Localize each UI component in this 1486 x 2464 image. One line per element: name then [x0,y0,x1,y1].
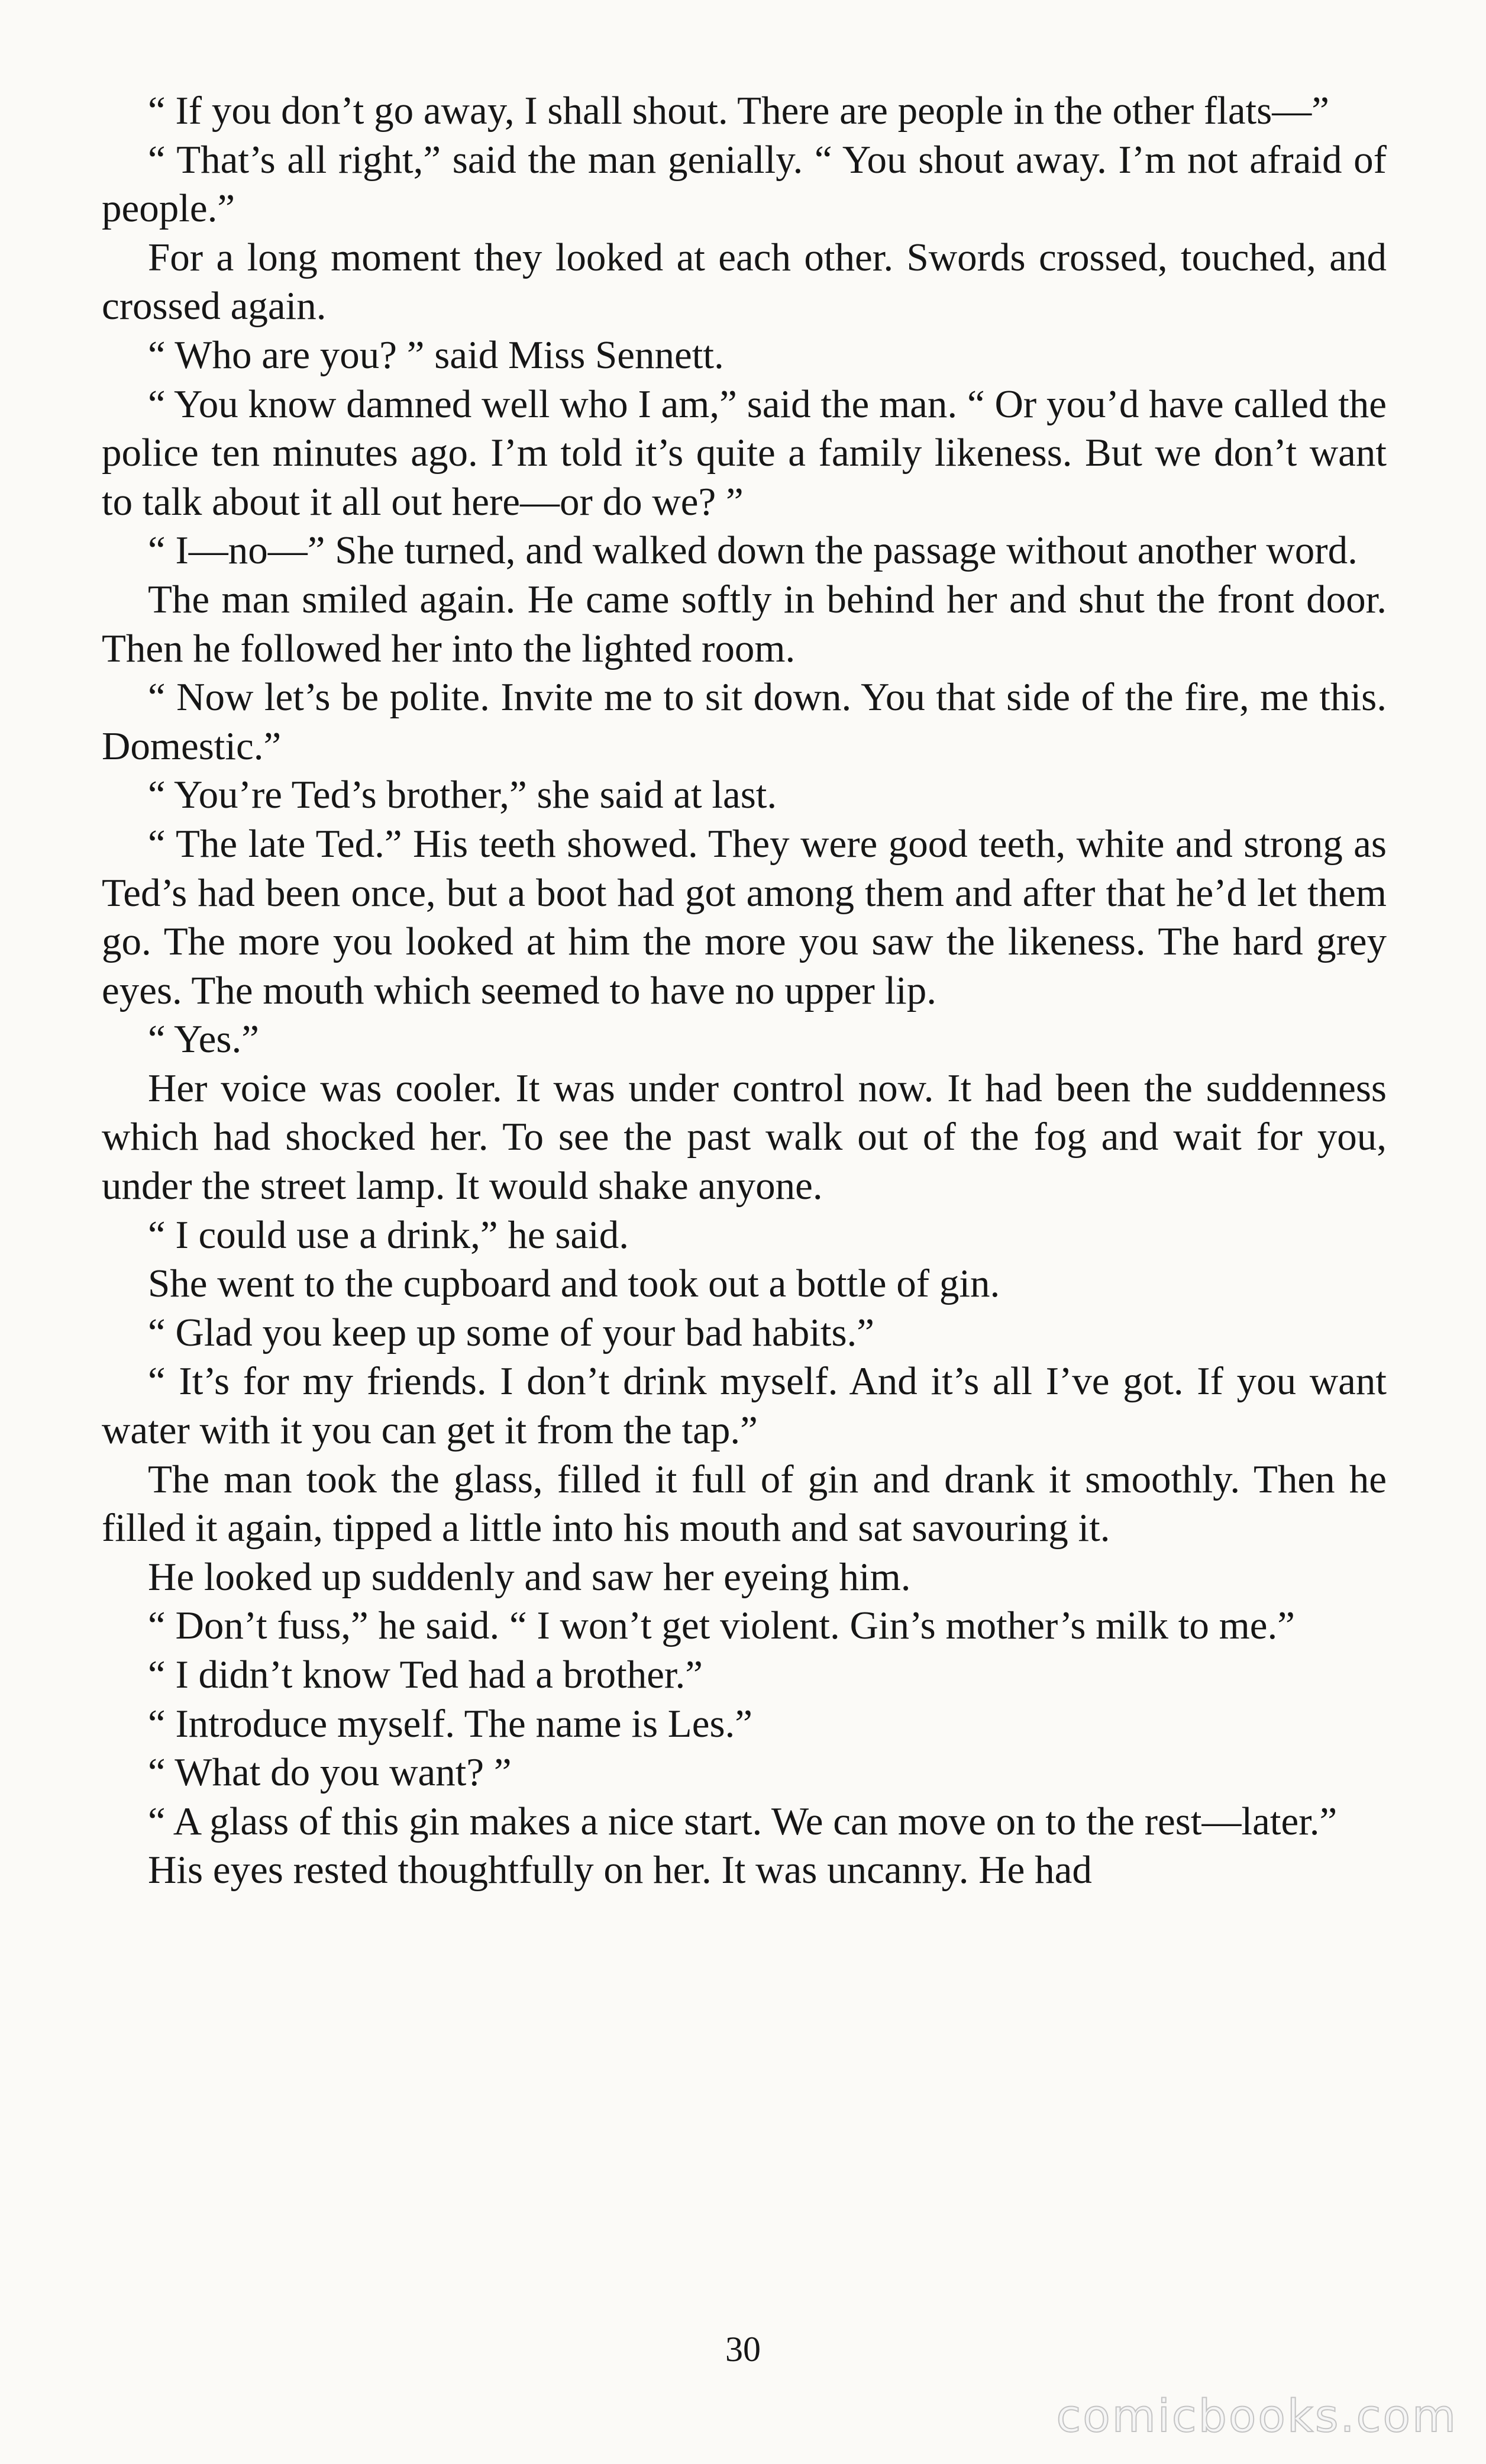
paragraph: His eyes rested thoughtfully on her. It was uncanny. He had [148,1848,1092,1892]
paragraph: “ That’s all right,” said the man genially. “ You shout away. I’m not afraid of people.” [102,137,1387,231]
paragraph: “ Introduce myself. The name is Les.” [148,1701,753,1746]
paragraph: For a long moment they looked at each other. Swords crossed, touched, and crossed again. [102,235,1387,328]
paragraph: Her voice was cooler. It was under control now. It had been the suddenness which had shocked her. To see the past walk out of the fog and wait for you, under the street lamp. It would shake anyone. [102,1066,1387,1208]
paragraph: “ You’re Ted’s brother,” she said at last. [148,773,777,817]
watermark-logo: comicbooks.com [1056,2389,1458,2442]
paragraph: “ Who are you? ” said Miss Sennett. [148,333,724,377]
paragraph: “ I didn’t know Ted had a brother.” [148,1653,703,1697]
paragraph: “ The late Ted.” His teeth showed. They were good teeth, white and strong as Ted’s had been once, but a boot had got among them and after that he’d let them go. The more you looked at him the more you saw the likeness. The hard grey eyes. The mouth which seemed to have no upper lip. [102,821,1387,1012]
paragraph: “ If you don’t go away, I shall shout. There are people in the other flats—” [148,89,1329,133]
paragraph: She went to the cupboard and took out a bottle of gin. [148,1262,1000,1306]
paragraph: The man took the glass, filled it full of gin and drank it smoothly. Then he filled it again, tipped a little into his mouth and sat savouring it. [102,1457,1387,1550]
paragraph: The man smiled again. He came softly in behind her and shut the front door. Then he followed her into the lighted room. [102,577,1387,670]
paragraph: “ I—no—” She turned, and walked down the passage without another word. [148,528,1358,573]
paragraph: “ Don’t fuss,” he said. “ I won’t get violent. Gin’s mother’s milk to me.” [148,1604,1295,1648]
paragraph: “ Yes.” [148,1017,259,1062]
paragraph: “ I could use a drink,” he said. [148,1212,629,1257]
paragraph: “ Glad you keep up some of your bad habits.” [148,1310,875,1354]
paragraph: “ It’s for my friends. I don’t drink myself. And it’s all I’ve got. If you want water with it you can get it from the tap.” [102,1359,1387,1453]
paragraph: “ What do you want? ” [148,1750,512,1795]
paragraph: “ You know damned well who I am,” said the man. “ Or you’d have called the police ten minutes ago. I’m told it’s quite a family likeness. But we don’t want to talk about it all out here—or do we? ” [102,382,1387,524]
page-number: 30 [725,2330,761,2369]
body-text [102,86,1387,1895]
paragraph: “ Now let’s be polite. Invite me to sit down. You that side of the fire, me this. Domestic.” [102,675,1387,768]
paragraph: He looked up suddenly and saw her eyeing him. [148,1554,911,1599]
paragraph: “ A glass of this gin makes a nice start. We can move on to the rest—later.” [148,1799,1338,1843]
